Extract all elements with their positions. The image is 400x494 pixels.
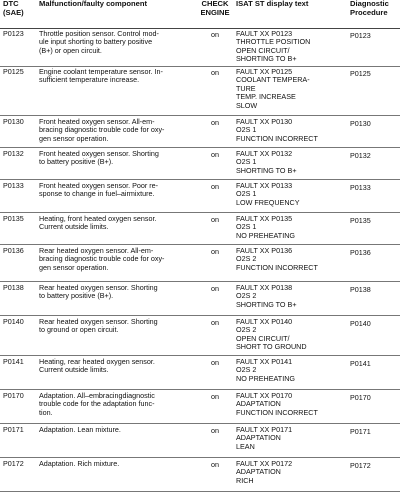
cell-procedure: P0136 — [350, 248, 371, 257]
header-procedure: Diagnostic Procedure — [350, 0, 389, 17]
cell-component: Adaptation. Lean mixture. — [39, 425, 121, 434]
cell-check-engine: on — [211, 215, 219, 224]
cell-isat: FAULT XX P0141 O2S 2 NO PREHEATING — [236, 357, 295, 383]
cell-dtc: P0125 — [3, 67, 24, 76]
cell-component: Throttle position sensor. Control mod- ule input shorting to battery positive (B+) or open circuit. — [39, 29, 159, 55]
row-divider — [0, 389, 400, 390]
header-isat: ISAT ST display text — [236, 0, 309, 8]
cell-dtc: P0140 — [3, 317, 24, 326]
cell-check-engine: on — [211, 247, 219, 256]
row-divider — [0, 423, 400, 424]
cell-component: Heating, front heated oxygen sensor. Current outside limits. — [39, 214, 157, 232]
cell-dtc: P0170 — [3, 391, 24, 400]
cell-dtc: P0130 — [3, 117, 24, 126]
cell-isat: FAULT XX P0172 ADAPTATION RICH — [236, 459, 293, 485]
cell-check-engine: on — [211, 460, 219, 469]
cell-procedure: P0133 — [350, 183, 371, 192]
row-divider — [0, 491, 400, 492]
row-divider — [0, 244, 400, 245]
cell-check-engine: on — [211, 68, 219, 77]
cell-check-engine: on — [211, 150, 219, 159]
cell-component: Adaptation. All–embracingdiagnostic trouble code for the adaptation func- tion. — [39, 391, 155, 417]
cell-dtc: P0133 — [3, 181, 24, 190]
cell-dtc: P0138 — [3, 283, 24, 292]
cell-isat: FAULT XX P0138 O2S 2 SHORTING TO B+ — [236, 283, 297, 309]
row-divider — [0, 179, 400, 180]
cell-component: Front heated oxygen sensor. Shorting to battery positive (B+). — [39, 149, 159, 167]
cell-component: Rear heated oxygen sensor. Shorting to battery positive (B+). — [39, 283, 158, 301]
row-divider — [0, 147, 400, 148]
row-divider — [0, 315, 400, 316]
cell-isat: FAULT XX P0171 ADAPTATION LEAN — [236, 425, 293, 451]
cell-dtc: P0172 — [3, 459, 24, 468]
cell-check-engine: on — [211, 392, 219, 401]
cell-dtc: P0123 — [3, 29, 24, 38]
cell-component: Rear heated oxygen sensor. All-em- bracing diagnostic trouble code for oxy- gen sensor operation. — [39, 246, 165, 272]
header-component: Malfunction/faulty component — [39, 0, 147, 8]
cell-isat: FAULT XX P0125 COOLANT TEMPERA- TURE TEMP. INCREASE SLOW — [236, 67, 310, 110]
cell-procedure: P0140 — [350, 319, 371, 328]
cell-procedure: P0125 — [350, 69, 371, 78]
cell-check-engine: on — [211, 284, 219, 293]
cell-check-engine: on — [211, 30, 219, 39]
header-dtc: DTC (SAE) — [3, 0, 24, 17]
row-divider — [0, 115, 400, 116]
cell-isat: FAULT XX P0133 O2S 1 LOW FREQUENCY — [236, 181, 300, 207]
cell-dtc: P0135 — [3, 214, 24, 223]
cell-isat: FAULT XX P0130 O2S 1 FUNCTION INCORRECT — [236, 117, 318, 143]
cell-component: Front heated oxygen sensor. All-em- bracing diagnostic trouble code for oxy- gen sensor operation. — [39, 117, 165, 143]
cell-procedure: P0135 — [350, 216, 371, 225]
cell-isat: FAULT XX P0136 O2S 2 FUNCTION INCORRECT — [236, 246, 318, 272]
table-header — [0, 0, 400, 27]
cell-component: Rear heated oxygen sensor. Shorting to ground or open circuit. — [39, 317, 158, 335]
cell-procedure: P0170 — [350, 393, 371, 402]
cell-dtc: P0136 — [3, 246, 24, 255]
cell-check-engine: on — [211, 426, 219, 435]
cell-component: Engine coolant temperature sensor. In- sufficient temperature increase. — [39, 67, 163, 85]
cell-check-engine: on — [211, 118, 219, 127]
cell-procedure: P0171 — [350, 427, 371, 436]
header-check-engine: CHECK ENGINE — [200, 0, 230, 17]
cell-procedure: P0138 — [350, 285, 371, 294]
cell-dtc: P0141 — [3, 357, 24, 366]
row-divider — [0, 212, 400, 213]
cell-component: Front heated oxygen sensor. Poor re- sponse to change in fuel–airmixture. — [39, 181, 159, 199]
cell-dtc: P0132 — [3, 149, 24, 158]
row-divider — [0, 457, 400, 458]
row-divider — [0, 281, 400, 282]
cell-isat: FAULT XX P0140 O2S 2 OPEN CIRCUIT/ SHORT TO GROUND — [236, 317, 307, 352]
cell-procedure: P0141 — [350, 359, 371, 368]
cell-check-engine: on — [211, 182, 219, 191]
cell-isat: FAULT XX P0135 O2S 1 NO PREHEATING — [236, 214, 295, 240]
cell-procedure: P0132 — [350, 151, 371, 160]
cell-isat: FAULT XX P0170 ADAPTATION FUNCTION INCORRECT — [236, 391, 318, 417]
cell-isat: FAULT XX P0123 THROTTLE POSITION OPEN CIRCUIT/ SHORTING TO B+ — [236, 29, 311, 64]
cell-component: Heating, rear heated oxygen sensor. Current outside limits. — [39, 357, 155, 375]
cell-procedure: P0123 — [350, 31, 371, 40]
cell-check-engine: on — [211, 358, 219, 367]
cell-check-engine: on — [211, 318, 219, 327]
cell-procedure: P0130 — [350, 119, 371, 128]
cell-dtc: P0171 — [3, 425, 24, 434]
cell-procedure: P0172 — [350, 461, 371, 470]
cell-isat: FAULT XX P0132 O2S 1 SHORTING TO B+ — [236, 149, 297, 175]
cell-component: Adaptation. Rich mixture. — [39, 459, 120, 468]
row-divider — [0, 355, 400, 356]
